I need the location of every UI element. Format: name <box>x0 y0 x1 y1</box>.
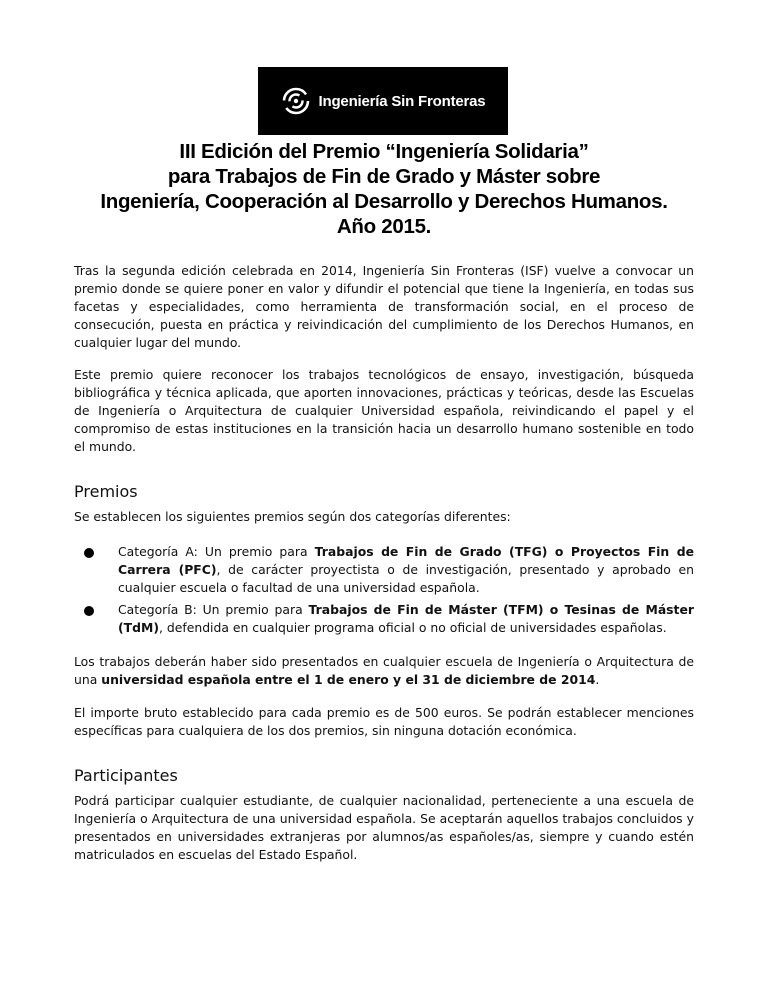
item-text: , defendida en cualquier programa oficial o no oficial de universidades españolas. <box>158 620 667 635</box>
categories-list <box>74 543 694 637</box>
title-line: III Edición del Premio “Ingeniería Solidaria” <box>179 140 589 163</box>
item-text: Categoría A: Un premio para <box>118 544 315 559</box>
importe-paragraph: El importe bruto establecido para cada premio es de 500 euros. Se podrán establecer menciones específicas para cualquiera de los dos premios, sin ninguna dotación económica. <box>74 705 694 738</box>
premios-heading: Premios <box>74 482 138 501</box>
document-title <box>40 139 728 239</box>
title-line: para Trabajos de Fin de Grado y Máster sobre <box>167 165 601 188</box>
paragraph-text: Los trabajos deberán haber sido presentados en cualquier escuela de Ingeniería o Arquitectura de una <box>74 654 694 687</box>
title-line: Ingeniería, Cooperación al Desarrollo y Derechos Humanos. <box>100 190 668 213</box>
trabajos-paragraph <box>74 653 694 689</box>
item-text: , de carácter proyectista o de investigación, presentado y aprobado en cualquier escuela o facultad de una universidad española. <box>118 562 694 595</box>
isf-logo-icon <box>281 86 311 116</box>
list-item <box>74 543 694 597</box>
item-bold-text: Trabajos de Fin de Máster (TFM) o Tesinas de Máster (TdM) <box>118 602 694 635</box>
bullet-icon <box>84 548 94 558</box>
isf-logo <box>258 67 508 135</box>
paragraph-text: . <box>595 672 600 687</box>
intro-paragraph-1: Tras la segunda edición celebrada en 2014, Ingeniería Sin Fronteras (ISF) vuelve a convocar un premio donde se quiere poner en valor y difundir el potencial que tiene la Ingeniería, en todas sus facetas y especialidades, como herramienta de transformación social, en el proceso de consecución, puesta en práctica y reivindicación del cumplimiento de los Derechos Humanos, en cualquier lugar del mundo. <box>74 263 694 350</box>
bullet-icon <box>84 606 94 616</box>
logo-text: Ingeniería Sin Fronteras <box>318 92 486 110</box>
participantes-heading: Participantes <box>74 766 178 785</box>
paragraph-bold-text: universidad española entre el 1 de enero y el 31 de diciembre de 2014 <box>101 672 596 687</box>
premios-intro: Se establecen los siguientes premios según dos categorías diferentes: <box>74 509 511 524</box>
intro-paragraph-2: Este premio quiere reconocer los trabajos tecnológicos de ensayo, investigación, búsqueda bibliográfica y técnica aplicada, que aporten innovaciones, prácticas y teóricas, desde las Escuelas de Ingeniería o Arquitectura de cualquier Universidad española, reivindicando el papel y el compromiso de estas instituciones en la transición hacia un desarrollo humano sostenible en todo el mundo. <box>74 367 694 454</box>
title-line: Año 2015. <box>336 215 432 238</box>
item-text: Categoría B: Un premio para <box>118 602 309 617</box>
document-body <box>74 262 694 864</box>
list-item <box>74 601 694 637</box>
participantes-paragraph: Podrá participar cualquier estudiante, de cualquier nacionalidad, perteneciente a una escuela de Ingeniería o Arquitectura de una universidad española. Se aceptarán aquellos trabajos concluidos y presentados en universidades extranjeras por alumnos/as españoles/as, siempre y cuando estén matriculados en escuelas del Estado Español. <box>74 793 694 862</box>
item-bold-text: Trabajos de Fin de Grado (TFG) o Proyectos Fin de Carrera (PFC) <box>118 544 694 577</box>
